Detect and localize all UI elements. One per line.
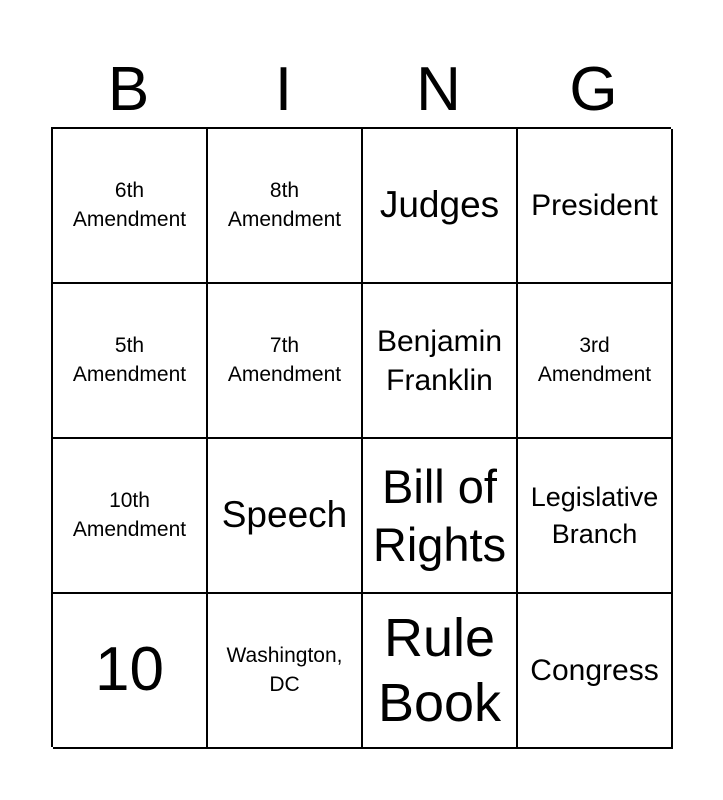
cell-label: 10 (95, 635, 164, 705)
bingo-cell[interactable] (208, 594, 363, 749)
cell-label: 5th Amendment (72, 333, 187, 386)
cell-label: Bill of Rights (372, 459, 507, 571)
cell-label: Congress (530, 654, 659, 687)
bingo-board (51, 127, 671, 747)
bingo-cell[interactable] (53, 284, 208, 439)
header-letter-g: G (569, 55, 618, 124)
cell-label: 6th Amendment (72, 178, 187, 231)
bingo-cell[interactable] (518, 439, 673, 594)
cell-label: 7th Amendment (227, 333, 342, 386)
bingo-cell[interactable] (363, 129, 518, 284)
cell-label: 8th Amendment (227, 178, 342, 231)
header-letter-i: I (274, 55, 293, 124)
bingo-cell[interactable] (53, 439, 208, 594)
bingo-cell[interactable] (208, 284, 363, 439)
bingo-cell[interactable] (518, 129, 673, 284)
cell-label: Legislative Branch (530, 481, 659, 549)
cell-label: Judges (379, 184, 500, 225)
bingo-cell[interactable] (363, 439, 518, 594)
cell-label: Rule Book (377, 607, 502, 733)
cell-label: 3rd Amendment (537, 333, 652, 386)
cell-label: President (531, 189, 658, 222)
bingo-cell[interactable] (518, 594, 673, 749)
header-letter-b: B (107, 55, 150, 124)
bingo-cell[interactable] (208, 129, 363, 284)
cell-label: 10th Amendment (72, 488, 187, 541)
bingo-cell[interactable] (53, 594, 208, 749)
bingo-cell[interactable] (518, 284, 673, 439)
bingo-cell[interactable] (53, 129, 208, 284)
bingo-cell[interactable] (363, 594, 518, 749)
cell-label: Speech (221, 494, 348, 535)
bingo-header (51, 52, 671, 128)
header-letter-n: N (416, 55, 461, 124)
cell-label: Washington, DC (226, 643, 343, 696)
cell-label: Benjamin Franklin (376, 324, 503, 397)
bingo-cell[interactable] (208, 439, 363, 594)
bingo-cell[interactable] (363, 284, 518, 439)
